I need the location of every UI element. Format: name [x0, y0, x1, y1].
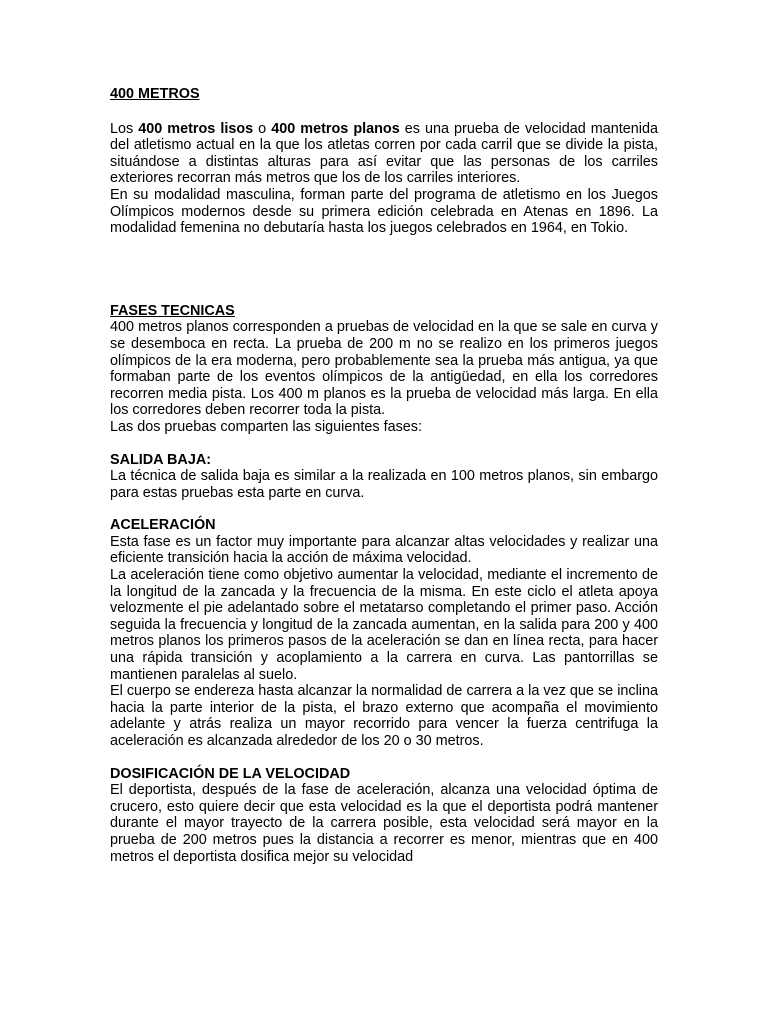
intro-bold-lisos: 400 metros lisos: [138, 120, 254, 137]
intro-pre: Los: [110, 120, 139, 137]
intro-paragraph: [110, 121, 658, 187]
aceleracion-paragraph-1: Esta fase es un factor muy importante para alcanzar altas velocidades y realizar una eficiente transición hacia la acción de máxima velocidad.: [110, 533, 658, 567]
intro-paragraph-2: En su modalidad masculina, forman parte del programa de atletismo en los Juegos Olímpicos modernos desde su primera edición celebrada en Atenas en 1896. La modalidad femenina no debutaría hasta los juegos celebrados en 1964, en Tokio.: [110, 186, 658, 237]
intro-post: es una prueba de velocidad mantenida del atletismo actual en la que los atletas corren por cada carril que se divide la pista, situándose a distintas alturas para así evitar que las personas de los carriles exteriores recorran más metros que los de los carriles interiores.: [110, 120, 658, 187]
fases-paragraph-1: 400 metros planos corresponden a pruebas de velocidad en la que se sale en curva y se desemboca en recta. La prueba de 200 m no se realizo en los primeros juegos olímpicos de la era moderna, pero probablemente sea la prueba más antigua, ya que formaban parte de los eventos olímpicos de la antigüedad, en ella los corredores recorren media pista. Los 400 m planos es la prueba de velocidad más larga. En ella los corredores deben recorrer toda la pista.: [110, 319, 658, 419]
document-body: [110, 86, 658, 865]
section-heading-dosificacion: DOSIFICACIÓN DE LA VELOCIDAD: [110, 765, 351, 782]
salida-paragraph: La técnica de salida baja es similar a la realizada en 100 metros planos, sin embargo para estas pruebas esta parte en curva.: [110, 468, 658, 501]
aceleracion-paragraph-2: La aceleración tiene como objetivo aumentar la velocidad, mediante el incremento de la longitud de la zancada y la frecuencia de la misma. En este ciclo el atleta apoya velozmente el pie adelantado sobre el metatarso completando el primer paso. Acción seguida la frecuencia y longitud de la zancada aumentan, en la salida para 200 y 400 metros planos los primeros pasos de la aceleración se dan en línea recta, para hacer una rápida transición y acoplamiento a la carrera en curva. Las pantorrillas se mantienen paralelas al suelo.: [110, 567, 658, 683]
intro-bold-planos: 400 metros planos: [271, 120, 400, 137]
section-heading-salida: SALIDA BAJA:: [110, 451, 212, 468]
intro-mid: o: [253, 120, 272, 137]
fases-paragraph-2: Las dos pruebas comparten las siguientes fases:: [110, 418, 422, 435]
section-heading-aceleracion: ACELERACIÓN: [110, 517, 216, 534]
aceleracion-paragraph-3: El cuerpo se endereza hasta alcanzar la normalidad de carrera a la vez que se inclina hacia la parte interior de la pista, el brazo externo que acompaña el movimiento adelante y atrás realiza un mayor recorrido para vencer la fuerza centrifuga la aceleración es alcanzada alrededor de los 20 o 30 metros.: [110, 683, 658, 749]
section-heading-fases: FASES TECNICAS: [110, 302, 235, 319]
page-title: 400 METROS: [110, 86, 200, 102]
dosificacion-paragraph: El deportista, después de la fase de aceleración, alcanza una velocidad óptima de crucero, esto quiere decir que esta velocidad es la que el deportista podrá mantener durante el mayor trayecto de la carrera posible, esta velocidad será mayor en la prueba de 200 metros pues la distancia a recorrer es menor, mientras que en 400 metros el deportista dosifica mejor su velocidad: [110, 782, 658, 865]
